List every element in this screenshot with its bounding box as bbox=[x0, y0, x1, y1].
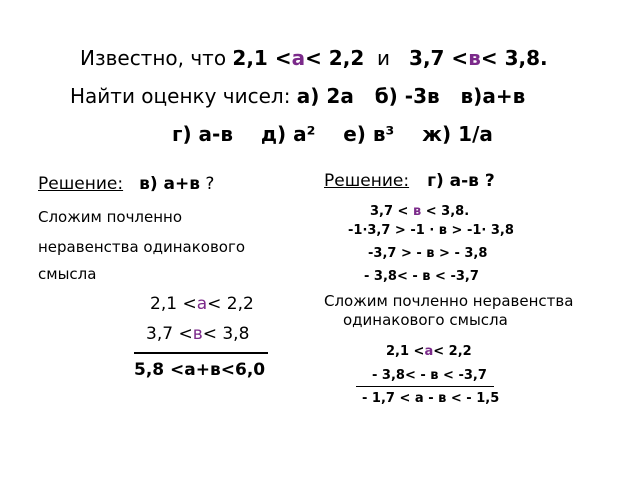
right-sum-rule bbox=[356, 386, 494, 387]
title-text: Известно, что bbox=[80, 46, 233, 70]
right-step-1-right: < 3,8. bbox=[421, 204, 470, 219]
left-var-b: в bbox=[192, 324, 203, 344]
right-var-b: в bbox=[412, 204, 422, 219]
right-solution-label: Решение: bbox=[324, 171, 410, 191]
left-ineq-a-right: < 2,2 bbox=[207, 294, 254, 314]
title-line-3: г) а-в д) а² е) в³ ж) 1/а bbox=[172, 122, 493, 146]
left-result: 5,8 <а+в<6,0 bbox=[134, 360, 266, 380]
left-paragraph-line-3: смысла bbox=[38, 265, 97, 283]
left-ineq-b bbox=[146, 326, 249, 343]
left-paragraph-line-2: неравенства одинакового bbox=[38, 238, 246, 256]
left-ineq-b-right: < 3,8 bbox=[202, 324, 250, 344]
right-step-1 bbox=[370, 205, 469, 218]
left-solution-label: Решение: bbox=[38, 174, 124, 194]
right-heading bbox=[324, 173, 495, 190]
task-items-1: а) 2а б) -3в в)а+в bbox=[296, 84, 526, 108]
left-ineq-b-left: 3,7 < bbox=[146, 324, 193, 344]
right-ineq-a bbox=[386, 345, 472, 358]
right-ineq-a-right: < 2,2 bbox=[433, 344, 472, 359]
right-var-a: а bbox=[424, 344, 434, 359]
left-task-label: в) а+в bbox=[139, 174, 200, 194]
right-step-3: -3,7 > - в > - 3,8 bbox=[368, 246, 488, 261]
right-step-1-left: 3,7 < bbox=[370, 204, 413, 219]
left-var-a: а bbox=[196, 294, 208, 314]
right-task-label: г) а-в ? bbox=[427, 171, 495, 191]
right-step-4: - 3,8< - в < -3,7 bbox=[364, 269, 479, 284]
left-heading bbox=[38, 176, 214, 193]
left-question-mark: ? bbox=[200, 174, 215, 194]
title-var-b: в bbox=[468, 46, 481, 70]
title-ineq-a-left: 2,1 < bbox=[232, 46, 292, 70]
right-result: - 1,7 < а - в < - 1,5 bbox=[362, 391, 500, 406]
left-ineq-a bbox=[150, 296, 254, 313]
title-line-2 bbox=[70, 86, 525, 106]
right-paragraph-line-2: одинакового смысла bbox=[343, 311, 508, 329]
task-text: Найти оценку чисел: bbox=[70, 84, 297, 108]
title-ineq-b-left: 3,7 < bbox=[409, 46, 469, 70]
right-paragraph-line-1: Сложим почленно неравенства bbox=[324, 292, 574, 310]
left-sum-rule bbox=[134, 352, 268, 354]
title-ineq-a-right: < 2,2 bbox=[305, 46, 365, 70]
title-ineq-b-right: < 3,8. bbox=[480, 46, 548, 70]
right-ineq-a-left: 2,1 < bbox=[386, 344, 425, 359]
left-ineq-a-left: 2,1 < bbox=[150, 294, 197, 314]
title-var-a: а bbox=[291, 46, 306, 70]
left-paragraph-line-1: Сложим почленно bbox=[38, 208, 183, 226]
title-and: и bbox=[364, 46, 410, 70]
title-line-1 bbox=[80, 48, 548, 68]
right-step-2: -1·3,7 > -1 · в > -1· 3,8 bbox=[348, 223, 514, 238]
right-ineq-b: - 3,8< - в < -3,7 bbox=[372, 368, 487, 383]
